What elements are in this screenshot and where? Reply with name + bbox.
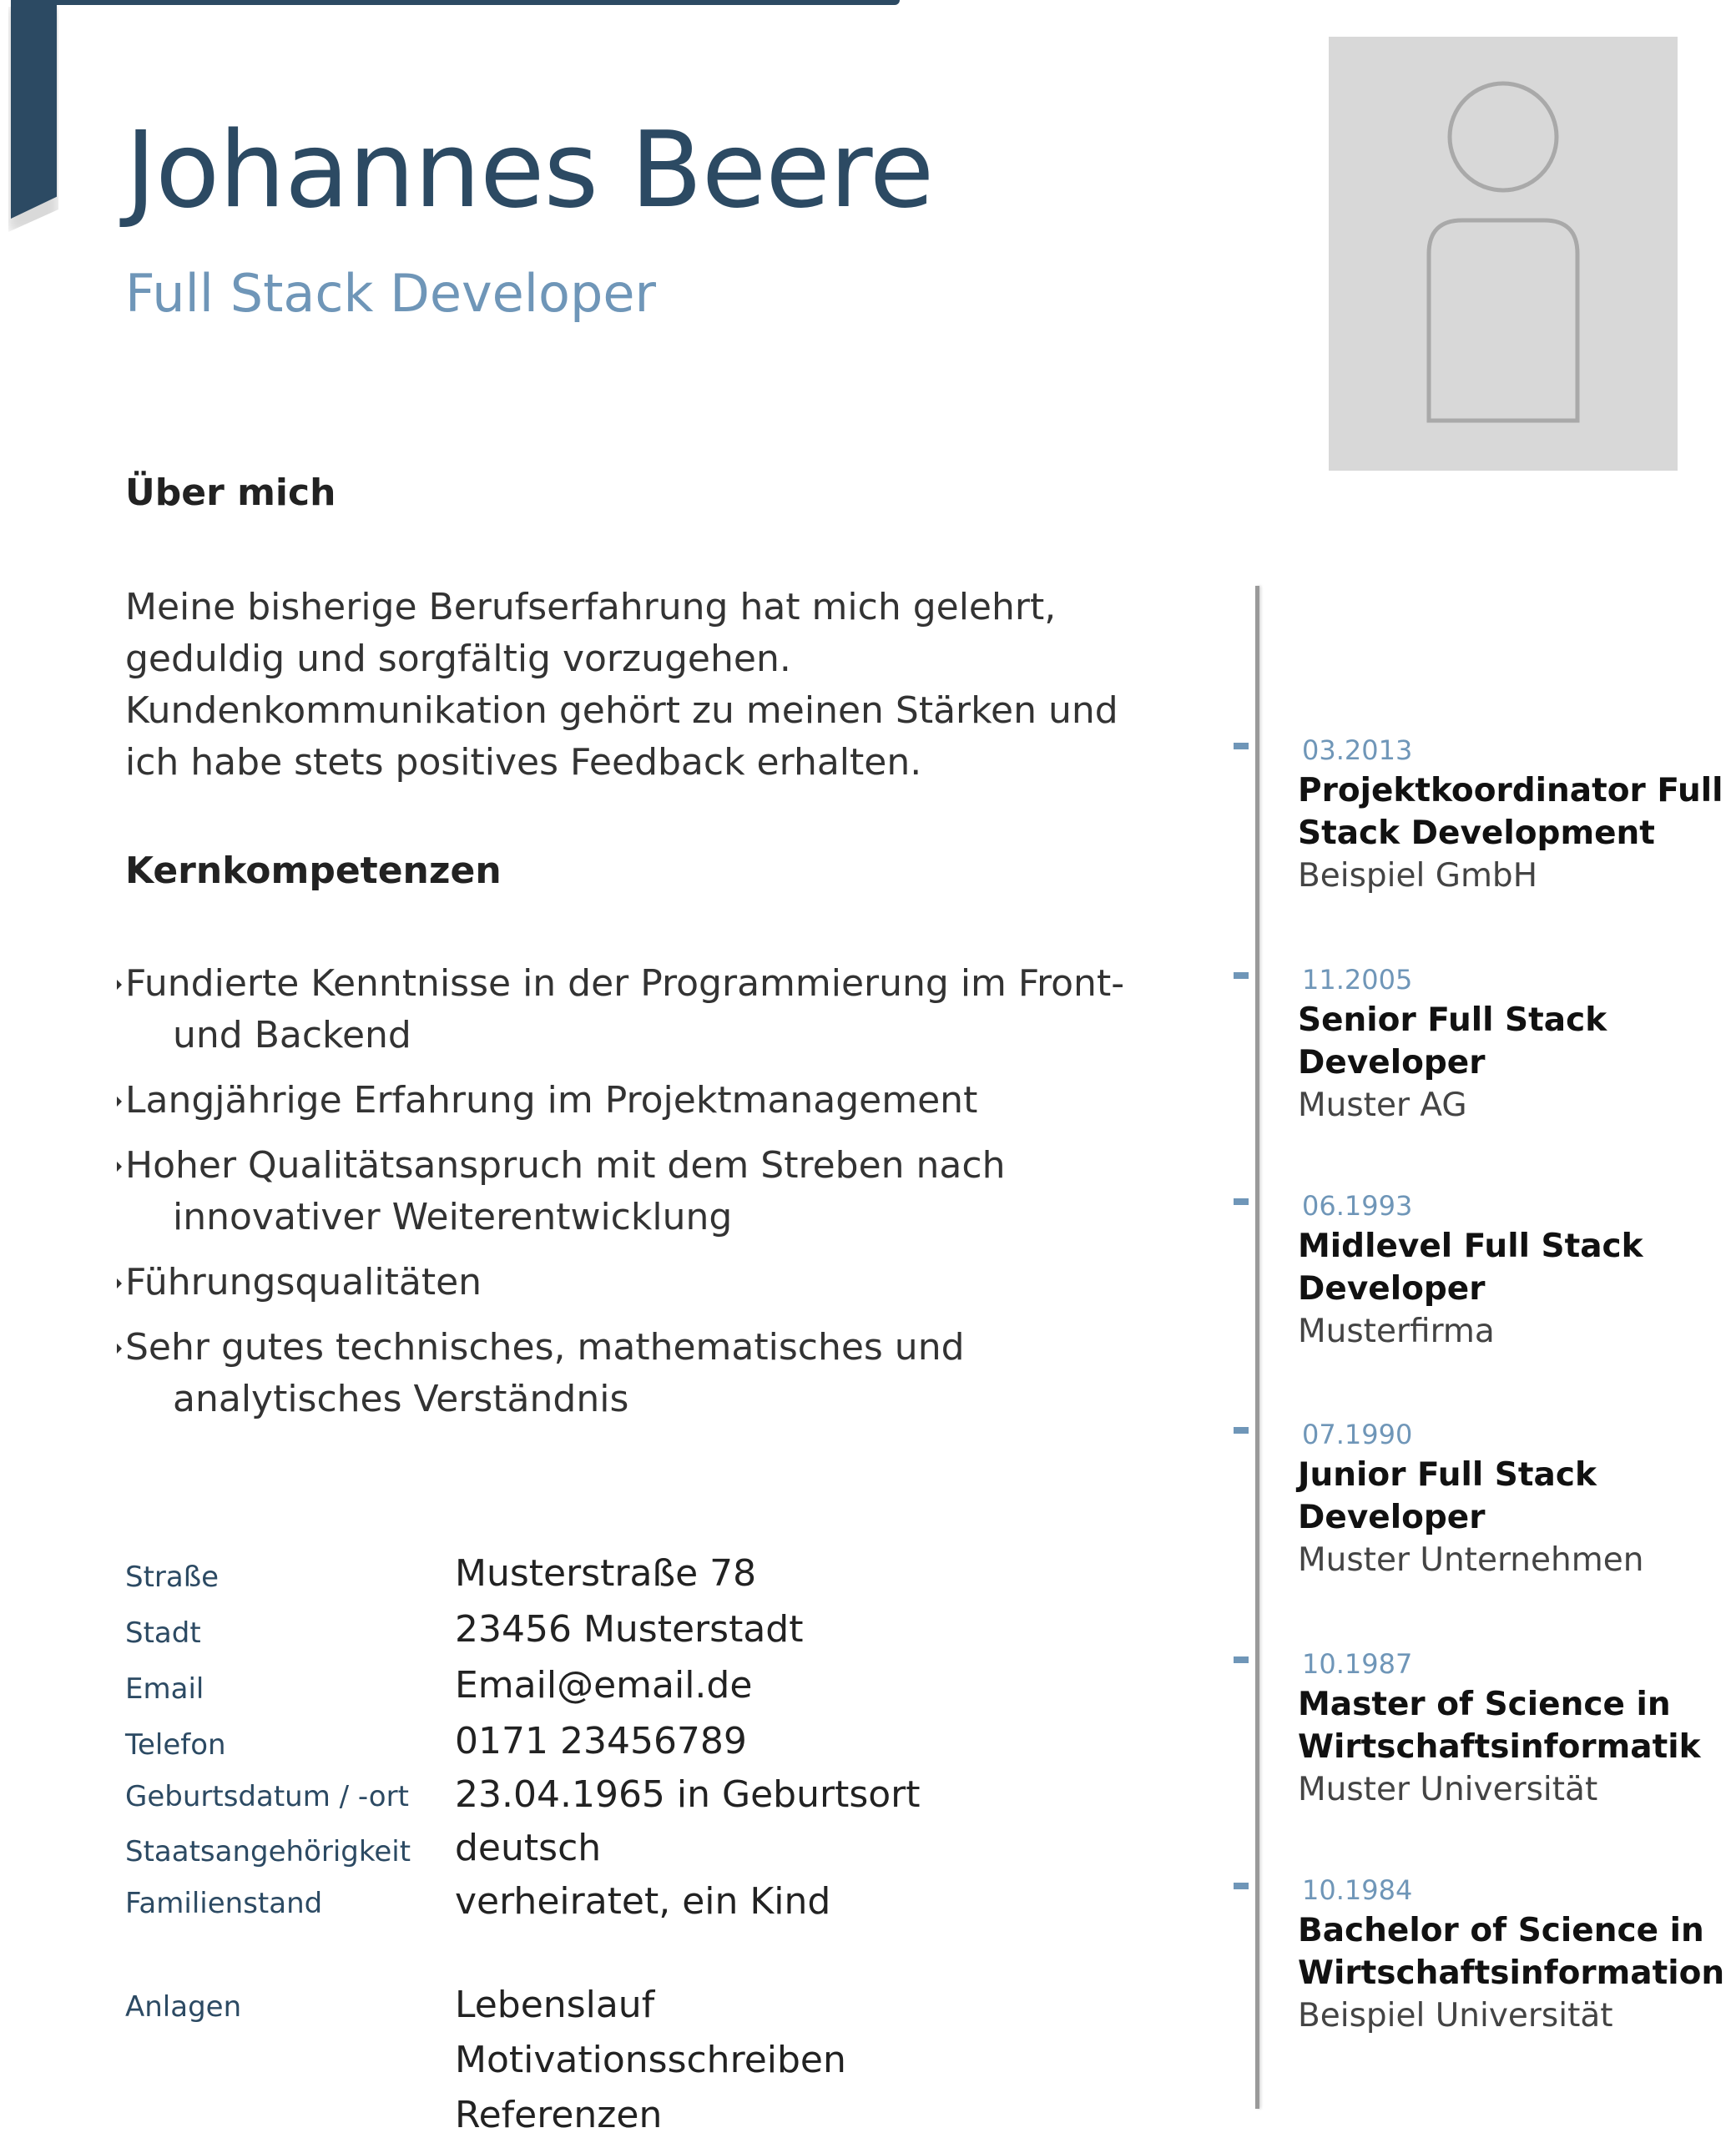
timeline-title: Senior Full Stack Developer Muster AG [1298,999,1736,1127]
top-rule [57,0,900,5]
marital-value: verheiratet, ein Kind [455,1880,831,1923]
timeline-date: 03.2013 [1302,734,1413,766]
timeline-company: Beispiel GmbH [1298,857,1538,895]
timeline-date: 10.1987 [1302,1648,1413,1680]
skills-heading: Kernkompetenzen [125,850,502,892]
timeline-title: Junior Full Stack Developer Muster Unternehmen [1298,1454,1736,1581]
timeline-marker [1234,1427,1249,1434]
list-item: Hoher Qualitätsanspruch mit dem Streben nach innovativer Weiterentwicklung [125,1140,1152,1243]
bullet-icon [117,980,122,990]
timeline-marker [1234,743,1249,749]
applicant-name: Johannes Beere [125,108,934,231]
list-item: Referenzen [455,2094,663,2136]
timeline-date: 11.2005 [1302,964,1413,996]
timeline-title: Master of Science in Wirtschaftsinformatik Muster Universität [1298,1683,1736,1811]
about-heading: Über mich [125,471,336,514]
timeline-title: Projektkoordinator Full Stack Development Beispiel GmbH [1298,769,1736,897]
bullet-icon [117,1344,122,1354]
timeline-marker [1234,1198,1249,1205]
timeline-marker [1234,1883,1249,1889]
timeline-marker [1234,972,1249,979]
about-text: Meine bisherige Berufserfahrung hat mich gelehrt, geduldig und sorgfältig vorzugehen. Kundenkommunikation gehört zu meinen Stärken und ich habe stets positives Feedback erhalten. [125,586,1118,784]
timeline-line [1255,586,1259,2109]
timeline-company: Muster AG [1298,1087,1467,1124]
timeline-date: 07.1990 [1302,1419,1413,1450]
list-item: Sehr gutes technisches, mathematisches und analytisches Verständnis [125,1322,1152,1425]
nationality-value: deutsch [455,1827,602,1869]
bullet-icon [117,1278,122,1288]
phone-value: 0171 23456789 [455,1720,747,1762]
list-item: Führungsqualitäten [125,1257,1152,1308]
timeline-company: Muster Unternehmen [1298,1541,1644,1579]
timeline-title: Bachelor of Science in Wirtschaftsinformation Beispiel Universität [1298,1909,1736,2037]
attachments-list [455,1978,846,2143]
timeline-company: Musterfirma [1298,1313,1495,1350]
timeline-company: Beispiel Universität [1298,1997,1613,2035]
header-ribbon [11,0,57,219]
street-value: Musterstraße 78 [455,1552,757,1595]
timeline-date: 10.1984 [1302,1874,1413,1906]
birth-value: 23.04.1965 in Geburtsort [455,1773,921,1816]
timeline-company: Muster Universität [1298,1771,1598,1808]
bullet-icon [117,1162,122,1172]
list-item: Lebenslauf [455,1984,655,2026]
timeline-date: 06.1993 [1302,1190,1413,1222]
city-value: 23456 Musterstadt [455,1608,804,1651]
list-item: Langjährige Erfahrung im Projektmanagement [125,1075,1152,1127]
email-value: Email@email.de [455,1664,753,1707]
timeline-title: Midlevel Full Stack Developer Musterfirma [1298,1225,1736,1353]
applicant-role: Full Stack Developer [125,263,656,324]
person-icon [1329,37,1678,471]
bullet-icon [117,1097,122,1107]
timeline-marker [1234,1656,1249,1663]
list-item: Motivationsschreiben [455,2039,846,2081]
profile-photo-placeholder [1329,37,1678,471]
skills-list [125,958,1152,1439]
list-item: Fundierte Kenntnisse in der Programmierung im Front- und Backend [125,958,1152,1061]
